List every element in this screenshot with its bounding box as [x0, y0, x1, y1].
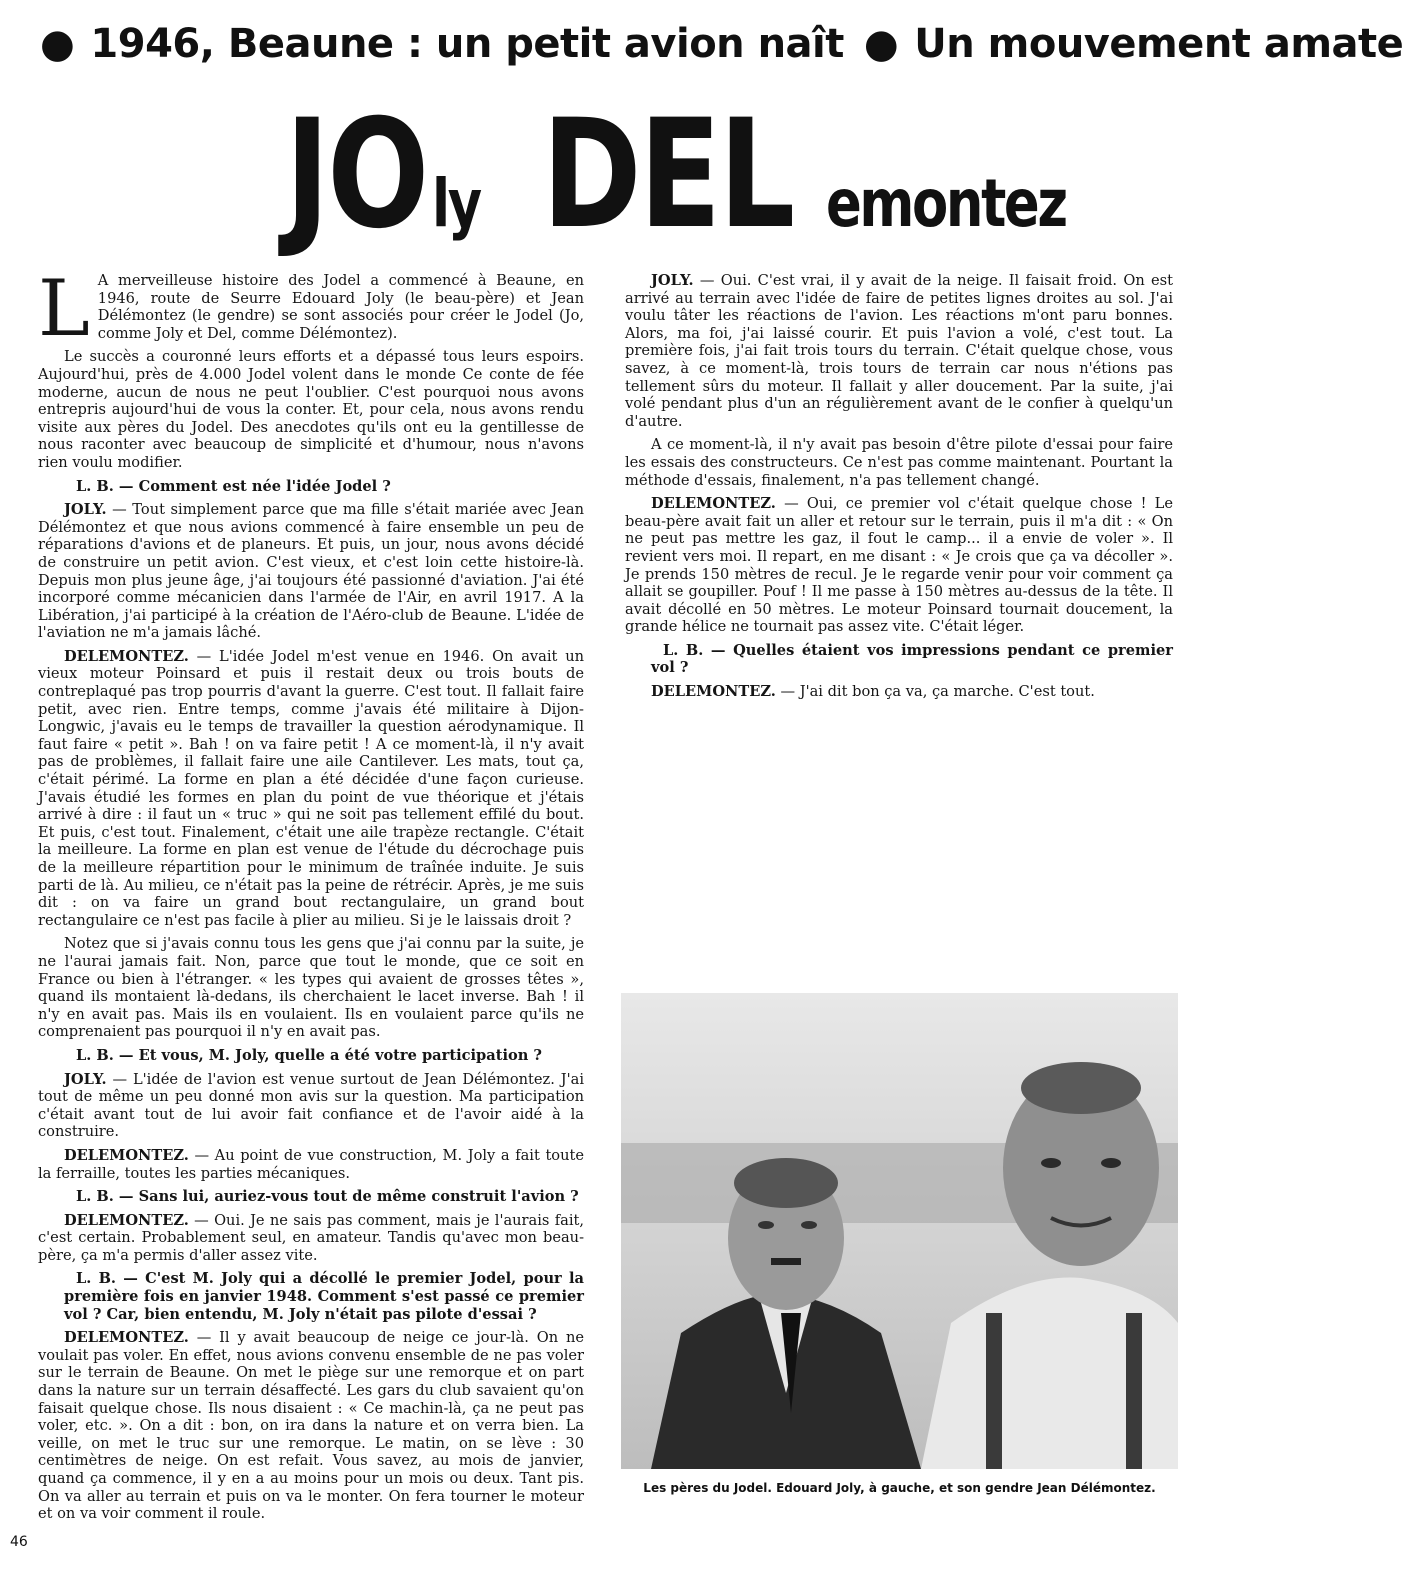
answer-text: — J'ai dit bon ça va, ça marche. C'est tout. — [775, 683, 1095, 701]
answer — [625, 683, 1173, 701]
answer-text: — Oui. Je ne sais pas comment, mais je l'aurais fait, c'est certain. Probablement seul, en amateur. Tandis qu'avec mon beau-père, ça m'a permis d'aller assez vite. — [38, 1211, 584, 1264]
paragraph: A ce moment-là, il n'y avait pas besoin d'être pilote d'essai pour faire les essais des constructeurs. Ce n'est pas comme maintenant. Pourtant la méthode d'essais, finalement, n'a pas tellement changé. — [625, 436, 1173, 489]
question: L. B. — Sans lui, auriez-vous tout de même construit l'avion ? — [76, 1188, 579, 1206]
answer-text: — Il y avait beaucoup de neige ce jour-là. On ne voulait pas voler. En effet, nous avions convenu ensemble de ne pas voler sur le terrain de Beaune. On met le piège sur une remorque et on part dans la nature sur un terrain désaffecté. Les gars du club savaient qu'on faisait quelque chose. Ils nous disaient : « Ce machin-là, ça ne peut pas voler, etc. ». On a dit : bon, on ira dans la nature et on verra bien. La veille, on met le truc sur une remorque. Le matin, on se lève : 30 centimètres de neige. On est refait. Vous savez, au mois de janvier, quand ça commence, il y en a au moins pour un mois ou deux. Tant pis. On va aller au terrain et puis on va le monter. On fera tourner le moteur et on va voir comment il roule. — [38, 1329, 584, 1523]
title-ly: ly — [432, 165, 481, 242]
speaker: DELEMONTEZ. — [651, 683, 776, 701]
question: L. B. — Et vous, M. Joly, quelle a été votre participation ? — [76, 1046, 542, 1064]
speaker: JOLY. — [64, 1070, 107, 1088]
bullet-icon: ● — [40, 21, 75, 67]
answer — [625, 495, 1173, 636]
title-del: DEL — [541, 88, 793, 262]
article-column-left — [38, 264, 584, 1523]
answer — [38, 1071, 584, 1141]
paragraph: Notez que si j'avais connu tous les gens que j'ai connu par la suite, je ne l'aurai jamais fait. Non, parce que tout le monde, que ce soit en France ou bien à l'étranger. « les types qui avaient de grosses têtes », quand ils montaient là-dedans, ils cherchaient le lacet inverse. Bah ! il n'y en avait pas. Mais ils en voulaient. Ils en voulaient parce qu'ils ne comprenaient pas pourquoi il n'y en avait pas. — [38, 935, 584, 1041]
photo-illustration — [621, 993, 1178, 1469]
speaker: DELEMONTEZ. — [64, 647, 189, 665]
speaker: DELEMONTEZ. — [651, 495, 776, 513]
speaker: JOLY. — [64, 501, 107, 519]
photo-caption: Les pères du Jodel. Edouard Joly, à gauche, et son gendre Jean Délémontez. — [643, 1481, 1156, 1495]
question: L. B. — Comment est née l'idée Jodel ? — [76, 477, 391, 495]
kicker-headline — [40, 14, 1403, 74]
answer-text: — Tout simplement parce que ma fille s'était mariée avec Jean Délémontez et que nous avions commencé à faire ensemble un peu de réparations d'avions et de planeurs. Et puis, un jour, nous avons décidé de construire un petit avion. C'est vieux, et c'est loin cette histoire-là. Depuis mon plus jeune âge, j'ai toujours été passionné d'aviation. J'ai été incorporé comme mécanicien dans l'armée de l'Air, en avril 1917. A la Libération, j'ai participé à la création de l'Aéro-club de Beaune. L'idée de l'aviation ne m'a jamais lâché. — [38, 501, 584, 642]
portrait-photo — [621, 993, 1178, 1469]
article-title — [285, 88, 1066, 262]
answer — [625, 272, 1173, 430]
question: L. B. — Quelles étaient vos impressions pendant ce premier vol ? — [651, 641, 1173, 677]
page-number: 46 — [10, 1534, 28, 1550]
drop-cap: L — [38, 264, 90, 354]
bullet-icon: ● — [863, 21, 899, 67]
intro-text: A merveilleuse histoire des Jodel a commencé à Beaune, en 1946, route de Seurre Edouard Joly (le beau-père) et Jean Délémontez (le gendre) se sont associés pour créer le Jodel (Jo, comme Joly et Del, comme Délémontez). — [97, 272, 584, 342]
title-jo: JO — [285, 88, 427, 262]
speaker: DELEMONTEZ. — [64, 1146, 189, 1164]
article-column-right — [625, 272, 1173, 992]
speaker: JOLY. — [651, 272, 694, 289]
question: L. B. — C'est M. Joly qui a décollé le premier Jodel, pour la première fois en janvier 1948. Comment s'est passé ce premier vol ? Car, bien entendu, M. Joly n'était pas pilote d'essai ? — [64, 1270, 584, 1323]
intro-paragraph — [38, 264, 584, 354]
answer — [38, 1212, 584, 1265]
speaker: DELEMONTEZ. — [64, 1329, 189, 1347]
speaker: DELEMONTEZ. — [64, 1211, 189, 1229]
answer-text: — Au point de vue construction, M. Joly a fait toute la ferraille, toutes les parties mécaniques. — [38, 1146, 584, 1182]
kicker-part-2: Un mouvement amate — [914, 21, 1403, 67]
paragraph: Le succès a couronné leurs efforts et a dépassé tous leurs espoirs. Aujourd'hui, près de 4.000 Jodel volent dans le monde Ce conte de fée moderne, aucun de nous ne peut l'oublier. C'est pourquoi nous avons entrepris aujourd'hui de vous la conter. Et, pour cela, nous avons rendu visite aux pères du Jodel. Des anecdotes qu'ils ont eu la gentillesse de nous raconter avec beaucoup de simplicité et d'humour, nous n'avons rien voulu modifier. — [38, 348, 584, 471]
answer-text: — Oui. C'est vrai, il y avait de la neige. Il faisait froid. On est arrivé au terrain avec l'idée de faire de petites lignes droites au sol. J'ai voulu tâter les réactions de l'avion. Les réactions m'ont paru bonnes. Alors, ma foi, j'ai laissé courir. Et puis l'avion a volé, c'est tout. La première fois, j'ai fait trois tours du terrain. C'était quelque chose, vous savez, à ce moment-là, trois tours de terrain car nous n'étions pas tellement sûrs du moteur. Il fallait y aller doucement. Par la suite, j'ai volé pendant plus d'un an régulièrement avant de le confier à quelqu'un d'autre. — [625, 272, 1173, 430]
kicker-part-1: 1946, Beaune : un petit avion naît — [90, 21, 844, 67]
answer — [38, 1147, 584, 1182]
answer — [38, 648, 584, 930]
title-emontez: emontez — [825, 165, 1066, 242]
answer-text: — L'idée Jodel m'est venue en 1946. On avait un vieux moteur Poinsard et puis il restait deux ou trois bouts de contreplaqué pas trop pourris d'avant la guerre. C'est tout. Il fallait faire petit, avec rien. Entre temps, comme j'avais été militaire à Dijon-Longwic, j'avais eu le temps de travailler la question aérodynamique. Il faut faire « petit ». Bah ! on va faire petit ! A ce moment-là, il n'y avait pas de problèmes, il fallait faire une aile Cantilever. Les mats, tout ça, c'était périmé. La forme en plan a été décidée d'une façon curieuse. J'avais étudié les formes en plan du point de vue théorique et j'étais arrivé à dire : il faut un « truc » qui ne soit pas tellement effilé du bout. Et puis, c'est tout. Finalement, c'était une aile trapèze rectangle. C'était la meilleure. La forme en plan est venue de l'étude du décrochage puis de la meilleure répartition pour le minimum de traînée induite. Je suis parti de là. Au milieu, ce n'était pas la peine de rétrécir. Après, je me suis dit : on va faire un grand bout rectangulaire, un grand bout rectangulaire ce n'est pas facile à plier au milieu. Si je le laissais droit ? — [38, 647, 584, 929]
answer — [38, 501, 584, 642]
answer — [38, 1329, 584, 1523]
answer-text: — Oui, ce premier vol c'était quelque chose ! Le beau-père avait fait un aller et retour sur le terrain, puis il m'a dit : « On ne peut pas mettre les gaz, il fout le camp... il a envie de voler ». Il revient vers moi. Il repart, en me disant : « Je crois que ça va décoller ». Je prends 150 mètres de recul. Je le regarde venir pour voir comment ça allait se goupiller. Pouf ! Il me passe à 150 mètres au-dessus de la tête. Il avait décollé en 50 mètres. Le moteur Poinsard tournait doucement, la grande hélice ne tournait pas assez vite. C'était léger. — [625, 495, 1173, 636]
answer-text: — L'idée de l'avion est venue surtout de Jean Délémontez. J'ai tout de même un peu donné mon avis sur la question. Ma participation c'était avant tout de lui avoir fait confiance et de l'avoir aidé à la construire. — [38, 1070, 584, 1141]
